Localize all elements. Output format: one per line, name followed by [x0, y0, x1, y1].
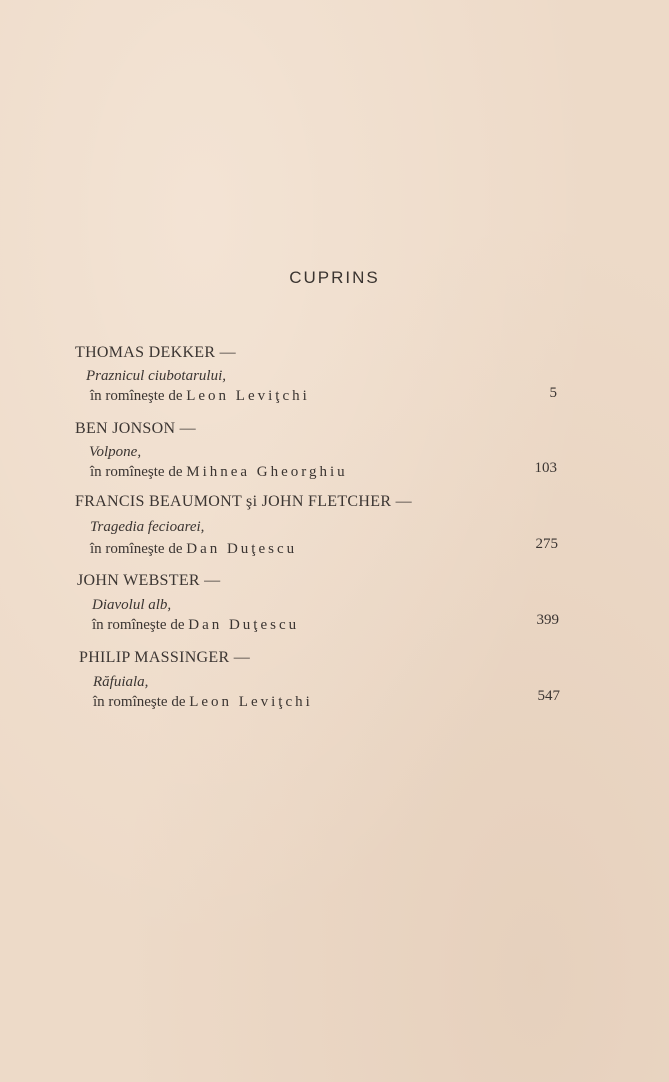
- translation-prefix: în romîneşte de: [92, 617, 185, 633]
- entry-work-title: Diavolul alb,: [92, 597, 172, 613]
- entry-work-title: Praznicul ciubotarului,: [86, 368, 226, 384]
- entry-translation-line: [93, 694, 313, 711]
- entry-work-title: Răfuiala,: [93, 674, 149, 690]
- entry-translation-line: [90, 388, 310, 405]
- entry-translation-line: [90, 464, 348, 481]
- entry-author: BEN JONSON —: [75, 420, 196, 437]
- translation-prefix: în romîneşte de: [93, 694, 186, 710]
- translator-name: Leon Leviţchi: [189, 694, 313, 710]
- entry-page-number: 399: [536, 612, 559, 628]
- entry-work-title: Volpone,: [89, 444, 142, 460]
- entry-author: THOMAS DEKKER —: [75, 344, 236, 361]
- entry-translation-line: [90, 541, 297, 558]
- translation-prefix: în romîneşte de: [90, 464, 183, 480]
- translator-name: Dan Duţescu: [188, 617, 300, 633]
- contents-title: CUPRINS: [289, 268, 380, 287]
- translation-prefix: în romîneşte de: [90, 388, 183, 404]
- entry-author: FRANCIS BEAUMONT şi JOHN FLETCHER —: [75, 493, 412, 510]
- entry-author: PHILIP MASSINGER —: [79, 649, 251, 666]
- entry-author: JOHN WEBSTER —: [77, 572, 221, 589]
- entry-page-number: 5: [549, 385, 557, 401]
- translator-name: Leon Leviţchi: [186, 388, 310, 404]
- entry-work-title: Tragedia fecioarei,: [90, 519, 205, 535]
- translation-prefix: în romîneşte de: [90, 541, 183, 557]
- translator-name: Mihnea Gheorghiu: [186, 464, 348, 480]
- entry-translation-line: [92, 617, 299, 634]
- entry-page-number: 547: [537, 688, 560, 704]
- entry-page-number: 103: [534, 460, 557, 476]
- translator-name: Dan Duţescu: [186, 541, 298, 557]
- entry-page-number: 275: [535, 536, 558, 552]
